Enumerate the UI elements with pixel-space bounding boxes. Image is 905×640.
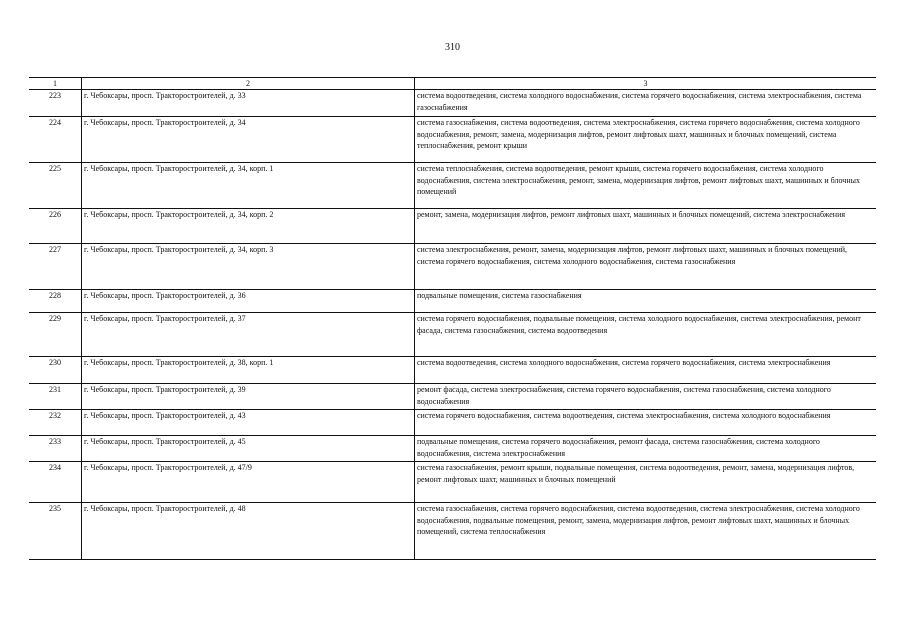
address-cell: г. Чебоксары, просп. Тракторостроителей, д. 33 (82, 90, 415, 117)
address-cell: г. Чебоксары, просп. Тракторостроителей, д. 45 (82, 436, 415, 462)
table-row (29, 290, 876, 313)
table-row (29, 117, 876, 163)
works-cell: система водоотведения, система холодного водоснабжения, система горячего водоснабжения, система электроснабжения, система газоснабжения (417, 91, 862, 112)
row-number-cell: 225 (29, 163, 82, 209)
address-cell: г. Чебоксары, просп. Тракторостроителей, д. 34, корп. 3 (82, 244, 415, 290)
table-row (29, 244, 876, 290)
row-number-cell: 228 (29, 290, 82, 313)
address-cell: г. Чебоксары, просп. Тракторостроителей, д. 43 (82, 410, 415, 436)
table-row (29, 410, 876, 436)
works-cell: подвальные помещения, система горячего водоснабжения, ремонт фасада, система газоснабжения, система холодного водоснабжения, система электроснабжения (417, 437, 820, 458)
row-number-cell: 232 (29, 410, 82, 436)
works-cell: ремонт фасада, система электроснабжения, система горячего водоснабжения, система газоснабжения, система холодного водоснабжения (417, 385, 831, 406)
row-number-cell: 223 (29, 90, 82, 117)
address-cell: г. Чебоксары, просп. Тракторостроителей, д. 36 (82, 290, 415, 313)
table-row (29, 436, 876, 462)
row-number-cell: 227 (29, 244, 82, 290)
row-number-cell: 235 (29, 503, 82, 560)
works-cell: ремонт, замена, модернизация лифтов, ремонт лифтовых шахт, машинных и блочных помещений, система электроснабжения (417, 210, 846, 219)
works-cell: подвальные помещения, система газоснабжения (417, 291, 582, 300)
table-row (29, 90, 876, 117)
table-row (29, 503, 876, 560)
table-row (29, 462, 876, 503)
row-number-cell: 230 (29, 357, 82, 384)
works-cell: система газоснабжения, ремонт крыши, подвальные помещения, система водоотведения, ремонт, замена, модернизация лифтов, ремонт лифтовых шахт, машинных и блочных помещений (417, 463, 855, 484)
works-cell: система газоснабжения, система горячего водоснабжения, система водоотведения, система электроснабжения, система холодного водоснабжения, подвальные помещения, ремонт, замена, модернизация лифтов, ремонт лифтовых шахт, машинных и блочных помещений, система теплоснабжения (417, 504, 860, 536)
table-row (29, 163, 876, 209)
row-number-cell: 229 (29, 313, 82, 357)
address-cell: г. Чебоксары, просп. Тракторостроителей, д. 37 (82, 313, 415, 357)
registry-table-body (29, 78, 876, 560)
address-cell: г. Чебоксары, просп. Тракторостроителей, д. 47/9 (82, 462, 415, 503)
works-cell: система водоотведения, система холодного водоснабжения, система горячего водоснабжения, система электроснабжения (417, 358, 831, 367)
table-row (29, 357, 876, 384)
address-cell: г. Чебоксары, просп. Тракторостроителей, д. 48 (82, 503, 415, 560)
table-row (29, 384, 876, 410)
row-number-cell: 233 (29, 436, 82, 462)
address-cell: г. Чебоксары, просп. Тракторостроителей, д. 34, корп. 1 (82, 163, 415, 209)
address-cell: г. Чебоксары, просп. Тракторостроителей, д. 39 (82, 384, 415, 410)
works-cell: система теплоснабжения, система водоотведения, ремонт крыши, система горячего водоснабжения, система холодного водоснабжения, система электроснабжения, ремонт, замена, модернизация лифтов, ремонт лифтовых шахт, машинных и блочных помещений (417, 164, 860, 196)
address-cell: г. Чебоксары, просп. Тракторостроителей, д. 34, корп. 2 (82, 209, 415, 244)
works-cell: система электроснабжения, ремонт, замена, модернизация лифтов, ремонт лифтовых шахт, машинных и блочных помещений, система горячего водоснабжения, система холодного водоснабжения, система газоснабжения (417, 245, 848, 266)
page-number: 310 (445, 42, 460, 53)
registry-table (29, 77, 876, 560)
works-cell: система газоснабжения, система водоотведения, система электроснабжения, система горячего водоснабжения, система холодного водоснабжения, ремонт, замена, модернизация лифтов, ремонт лифтовых шахт, машинных и блочных помещений, система теплоснабжения, ремонт крыши (417, 118, 860, 150)
works-cell: система горячего водоснабжения, система водоотведения, система электроснабжения, система холодного водоснабжения (417, 411, 831, 420)
address-cell: г. Чебоксары, просп. Тракторостроителей, д. 38, корп. 1 (82, 357, 415, 384)
table-row (29, 313, 876, 357)
row-number-cell: 234 (29, 462, 82, 503)
table-row (29, 209, 876, 244)
row-number-cell: 231 (29, 384, 82, 410)
address-cell: г. Чебоксары, просп. Тракторостроителей, д. 34 (82, 117, 415, 163)
row-number-cell: 226 (29, 209, 82, 244)
column-header-1: 1 (29, 78, 82, 90)
column-header-3: 3 (643, 79, 648, 88)
column-header-2: 2 (82, 78, 415, 90)
works-cell: система горячего водоснабжения, подвальные помещения, система холодного водоснабжения, система электроснабжения, ремонт фасада, система газоснабжения, система водоотведения (417, 314, 861, 335)
row-number-cell: 224 (29, 117, 82, 163)
table-header-row (29, 78, 876, 90)
